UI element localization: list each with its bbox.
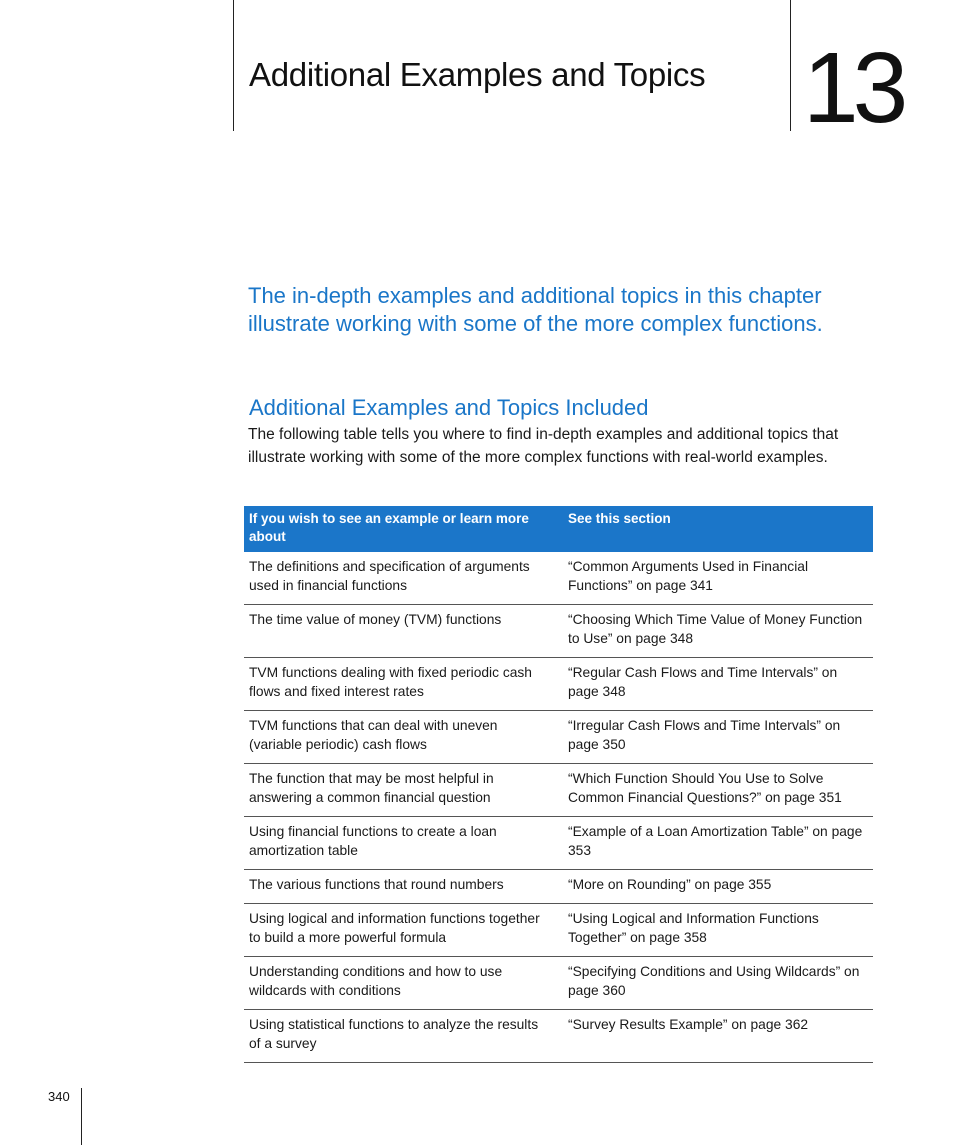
section-body: The following table tells you where to find in-depth examples and additional topics that illustrate working with some of the more complex functions with real-world examples. (248, 426, 839, 466)
header-rule-right (790, 0, 791, 131)
table-cell-section-link[interactable]: “Irregular Cash Flows and Time Intervals” on page 350 (563, 711, 873, 764)
table-cell-section-link[interactable]: “Survey Results Example” on page 362 (563, 1010, 873, 1063)
table-header-row (244, 506, 873, 552)
table-cell-topic: TVM functions dealing with fixed periodic cash flows and fixed interest rates (244, 658, 563, 711)
chapter-number: 13 (803, 32, 903, 144)
header-rule-left (233, 0, 234, 131)
table-cell-section-link[interactable]: “Choosing Which Time Value of Money Function to Use” on page 348 (563, 605, 873, 658)
table-cell-topic: Using logical and information functions together to build a more powerful formula (244, 904, 563, 957)
page-number: 340 (48, 1089, 70, 1104)
table-row (244, 711, 873, 764)
table-cell-topic: The various functions that round numbers (244, 870, 563, 904)
table-row (244, 764, 873, 817)
table-cell-section-link[interactable]: “More on Rounding” on page 355 (563, 870, 873, 904)
table-cell-section-link[interactable]: “Regular Cash Flows and Time Intervals” on page 348 (563, 658, 873, 711)
table-cell-topic: The definitions and specification of arguments used in financial functions (244, 552, 563, 605)
table-row (244, 605, 873, 658)
table-row (244, 870, 873, 904)
table-row (244, 904, 873, 957)
footer-rule (81, 1088, 82, 1145)
chapter-title: Additional Examples and Topics (249, 56, 706, 93)
table-cell-section-link[interactable]: “Which Function Should You Use to Solve Common Financial Questions?” on page 351 (563, 764, 873, 817)
table-cell-section-link[interactable]: “Using Logical and Information Functions Together” on page 358 (563, 904, 873, 957)
table-cell-topic: TVM functions that can deal with uneven (variable periodic) cash flows (244, 711, 563, 764)
table-header-topic: If you wish to see an example or learn more about (244, 506, 563, 552)
table-cell-topic: The time value of money (TVM) functions (244, 605, 563, 658)
table-cell-section-link[interactable]: “Specifying Conditions and Using Wildcards” on page 360 (563, 957, 873, 1010)
table-cell-topic: Using statistical functions to analyze the results of a survey (244, 1010, 563, 1063)
table-cell-section-link[interactable]: “Common Arguments Used in Financial Functions” on page 341 (563, 552, 873, 605)
table-cell-section-link[interactable]: “Example of a Loan Amortization Table” on page 353 (563, 817, 873, 870)
table-cell-topic: Understanding conditions and how to use wildcards with conditions (244, 957, 563, 1010)
topics-table (244, 506, 873, 1063)
chapter-intro: The in-depth examples and additional topics in this chapter illustrate working with some of the more complex functions. (248, 283, 823, 336)
table-header-section: See this section (563, 506, 873, 552)
table-row (244, 817, 873, 870)
table-row (244, 658, 873, 711)
table-cell-topic: Using financial functions to create a loan amortization table (244, 817, 563, 870)
table-row (244, 552, 873, 605)
table-cell-topic: The function that may be most helpful in answering a common financial question (244, 764, 563, 817)
table-row (244, 957, 873, 1010)
table-row (244, 1010, 873, 1063)
section-heading: Additional Examples and Topics Included (249, 395, 649, 420)
